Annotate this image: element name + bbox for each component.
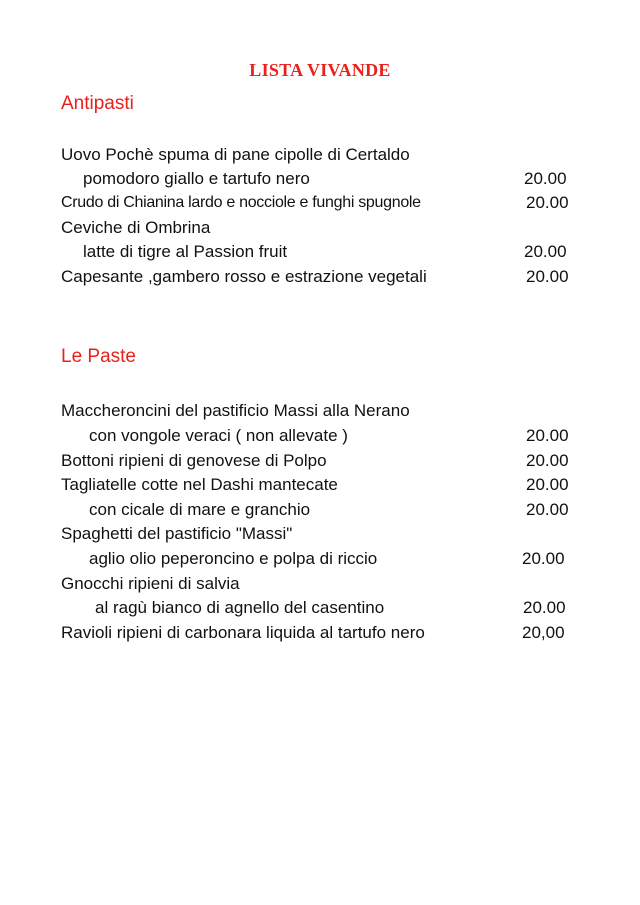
menu-item-line: Ceviche di Ombrina xyxy=(61,218,211,237)
menu-item-line: Capesante ,gambero rosso e estrazione vegetali xyxy=(61,267,427,286)
menu-item-line: aglio olio peperoncino e polpa di riccio xyxy=(89,549,378,568)
menu-item-line: Gnocchi ripieni di salvia xyxy=(61,574,240,593)
menu-item-line: Spaghetti del pastificio "Massi" xyxy=(61,524,293,543)
menu-item-price: 20.00 xyxy=(523,598,566,617)
menu-item-price: 20.00 xyxy=(526,426,569,445)
section-heading-antipasti: Antipasti xyxy=(61,93,134,114)
menu-item-price: 20.00 xyxy=(526,267,569,286)
section-heading-le-paste: Le Paste xyxy=(61,346,136,367)
menu-item-line: pomodoro giallo e tartufo nero xyxy=(83,169,310,188)
menu-item-line: Maccheroncini del pastificio Massi alla Nerano xyxy=(61,401,410,420)
menu-item-price: 20.00 xyxy=(526,500,569,519)
menu-title: LISTA VIVANDE xyxy=(249,60,391,80)
menu-item-price: 20.00 xyxy=(524,242,567,261)
menu-item-price: 20.00 xyxy=(522,549,565,568)
menu-item-line: al ragù bianco di agnello del casentino xyxy=(95,598,385,617)
menu-item-line: Tagliatelle cotte nel Dashi mantecate xyxy=(61,475,338,494)
menu-item-line: con cicale di mare e granchio xyxy=(89,500,311,519)
menu-item-price: 20,00 xyxy=(522,623,565,642)
menu-item-line: Crudo di Chianina lardo e nocciole e funghi spugnole xyxy=(61,194,421,211)
menu-item-line: latte di tigre al Passion fruit xyxy=(83,242,288,261)
menu-item-line: con vongole veraci ( non allevate ) xyxy=(89,426,348,445)
menu-item-price: 20.00 xyxy=(524,169,567,188)
menu-item-price: 20.00 xyxy=(526,475,569,494)
menu-item-price: 20.00 xyxy=(526,193,569,212)
menu-item-line: Ravioli ripieni di carbonara liquida al tartufo nero xyxy=(61,623,425,642)
menu-item-line: Bottoni ripieni di genovese di Polpo xyxy=(61,451,327,470)
menu-item-price: 20.00 xyxy=(526,451,569,470)
menu-item-line: Uovo Pochè spuma di pane cipolle di Certaldo xyxy=(61,145,410,164)
